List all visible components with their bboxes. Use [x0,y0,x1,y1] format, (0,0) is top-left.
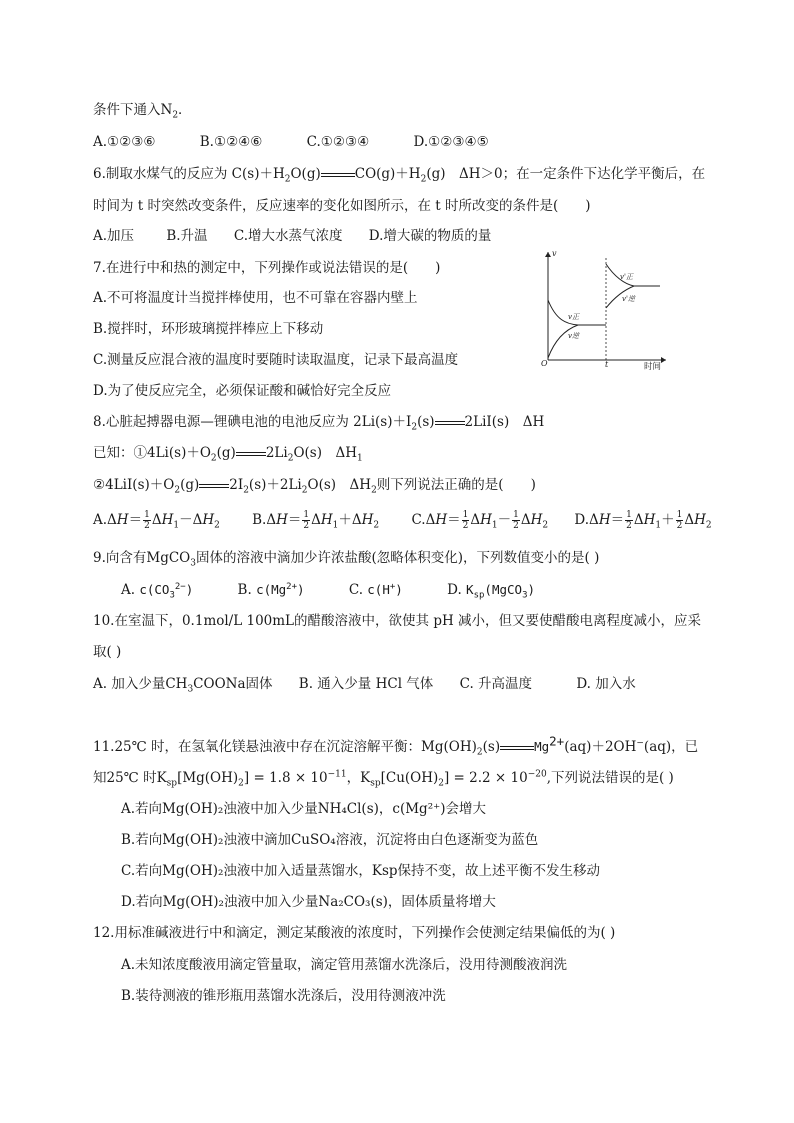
q11-option-b: B.若向Mg(OH)₂浊液中滴加CuSO₄溶液，沉淀将由白色逐渐变为蓝色 [121,832,539,848]
q9-option-b: B. $c(Mg^{2+})$ [237,581,305,598]
q12-option-b: B.装待测液的锥形瓶用蒸馏水洗涤后，没用待测液冲洗 [121,988,446,1004]
q9-option-d: D. $K_{sp}(MgCO_3)$ [447,582,536,601]
intro-continuation: 条件下通入$N_2$． [93,102,192,121]
q8-option-a: A.ΔH＝ $\frac{1}{2}$ $\Delta H_1-\Delta H_2$ [93,510,220,531]
q10-option-b: B. 通入少量 HCl 气体 [298,676,434,692]
q8-option-c: C.ΔH＝ $\frac{1}{2}$ $\Delta H_1-$ $\frac{1}{2}$ $\Delta H_2$ [411,510,549,531]
q8-stem: 8.心脏起搏器电源—锂碘电池的电池反应为 $2Li(s)+I_2(s)$ 2LiI(s) ΔH [93,414,545,433]
q10-options [93,674,636,694]
q6-options [93,226,491,246]
q7-option-a: A.不可将温度计当搅拌棒使用，也不可靠在容器内壁上 [93,290,418,306]
q5-option-a: A.①②③⑥ [93,134,156,150]
q11-stem-line2: 知25℃ 时$K_{sp}[Mg(OH)_2] = 1.8 \times 10^{-11}$，$K_{sp}[Cu(OH)_2] = 2.2 \times 10^{-20}$,下列说法错误的是( ) [93,769,674,789]
q7-stem: 7.在进行中和热的测定中，下列操作或说法错误的是( ) [93,260,441,276]
origin-label: O [541,359,548,368]
q9-stem: 9.向含有MgCO$_3$固体的溶液中滴加少许浓盐酸(忽略体积变化)，下列数值变小的是( ) [93,550,600,569]
q5-options [93,132,489,152]
v-forward-label: v正 [568,313,579,321]
q6-option-c: C.增大水蒸气浓度 [233,228,343,244]
q8-known-2: $②4LiI(s)+O_2(g)$ $2I_2(s)+2Li_2O(s)$ $\Delta H_2$则下列说法正确的是( ) [93,477,536,496]
y-axis-label: v [552,249,557,258]
t-label: t [605,360,609,369]
q11-option-c: C.若向Mg(OH)₂浊液中加入适量蒸馏水，Ksp保持不变，故上述平衡不发生移动 [121,863,601,879]
q5-option-b: B.①②④⑥ [199,134,263,150]
v-reverse-label: v逆 [568,332,579,340]
q8-option-d: D.ΔH＝ $\frac{1}{2}$ $\Delta H_1+$ $\frac{1}{2}$ $\Delta H_2$ [574,510,712,531]
q6-option-b: B.升温 [166,228,208,244]
q12-option-a: A.未知浓度酸液用滴定管量取，滴定管用蒸馏水洗涤后，没用待测酸液润洗 [121,957,568,973]
q7-option-c: C.测量反应混合液的温度时要随时读取温度，记录下最高温度 [93,352,459,368]
q8-known-1: 已知：$①4Li(s)+O_2(g)$ $2Li_2O(s)$ $\Delta H_1$ [93,445,363,464]
reversible-arrow-icon [500,743,534,753]
q5-option-c: C.①②③④ [306,134,370,150]
q10-option-a: A. 加入少量$CH_3COONa$固体 [93,676,273,695]
q11-option-d: D.若向Mg(OH)₂浊液中加入少量Na₂CO₃(s)，固体质量将增大 [121,894,496,910]
q7-option-d: D.为了使反应完全，必须保证酸和碱恰好完全反应 [93,383,392,399]
q7-option-b: B.搅拌时，环形玻璃搅拌棒应上下移动 [93,321,324,337]
v-forward-prime-label: v'正 [620,273,633,281]
q6-stem: 6.制取水煤气的反应为 $C(s)+H_2O(g)$ $CO(g)+H_2(g)$ ΔH＞0；在一定条件下达化学平衡后，在 [93,166,706,185]
q6-stem-line2: 时间为 t 时突然改变条件，反应速率的变化如图所示，在 t 时所改变的条件是( ) [93,198,591,214]
q12-stem: 12.用标准碱液进行中和滴定，测定某酸液的浓度时，下列操作会使测定结果偏低的为( ) [93,925,616,941]
q9-option-a: A. $c(CO_3^{2-})$ [121,581,194,601]
reversible-arrow-icon [321,170,355,180]
q11-stem: 11.25℃ 时，在氢氧化镁悬浊液中存在沉淀溶解平衡：$Mg(OH)_2(s)$ $Mg^{2+}(aq)+2OH^-(aq)$，已 [93,733,699,758]
q10-stem: 10.在室温下，0.1mol/L 100mL的醋酸溶液中，欲使其 pH 减小，但又要使醋酸电离程度减小，应采 [93,613,702,629]
q11-option-a: A.若向Mg(OH)₂浊液中加入少量NH₄Cl(s)，c(Mg²⁺)会增大 [121,801,486,817]
q5-option-d: D.①②③④⑤ [413,134,489,150]
q9-options [121,580,535,600]
rate-time-graph [538,246,670,370]
q8-options [93,510,712,531]
q10-stem-line2: 取( ) [93,644,122,660]
v-reverse-prime-label: v'逆 [622,295,635,303]
q8-option-b: B.ΔH＝ $\frac{1}{2}$ $\Delta H_1+\Delta H_2$ [252,510,380,531]
q6-option-d: D.增大碳的物质的量 [368,228,492,244]
x-axis-label: 时间 [644,362,662,370]
q10-option-c: C. 升高温度 [459,676,533,692]
q6-option-a: A.加压 [93,228,135,244]
q9-option-c: C. c(H+) [348,581,403,598]
q10-option-d: D. 加入水 [576,676,636,692]
